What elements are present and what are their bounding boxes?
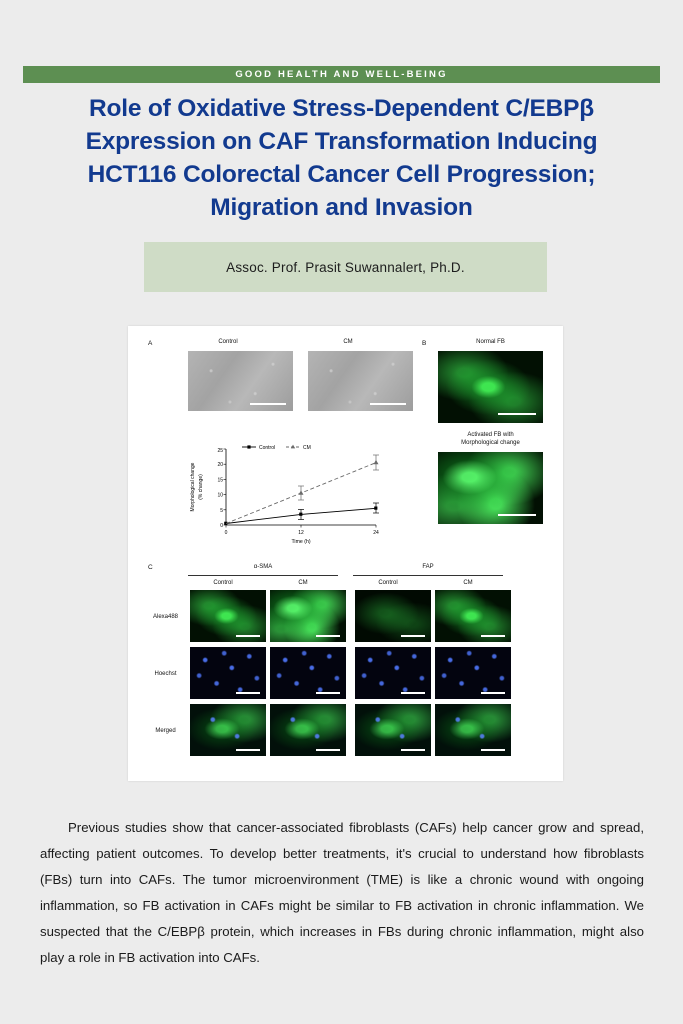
line-chart-svg	[180, 441, 388, 551]
panel-c-col-label-2: CM	[298, 580, 308, 586]
panel-b-image-activated-fb	[438, 452, 543, 524]
panel-c-row-label-hoechst: Hoechst	[154, 671, 177, 677]
scale-bar	[498, 514, 536, 516]
panel-b-bottom-caption-line-2: Morphological change	[461, 440, 520, 446]
scale-bar	[316, 692, 340, 694]
author-name: Assoc. Prof. Prasit Suwannalert, Ph.D.	[226, 259, 465, 275]
panel-a-col1-label: Control	[218, 339, 238, 345]
panel-a-letter: A	[148, 340, 153, 347]
panel-a-image-cm	[308, 351, 413, 411]
panel-c-group-fap: FAP	[422, 564, 434, 570]
panel-c-image-alexa488-fap-control	[355, 590, 431, 642]
panel-c-image-alexa488-asma-control	[190, 590, 266, 642]
scale-bar	[401, 635, 425, 637]
svg-text:25: 25	[217, 448, 223, 454]
scale-bar	[401, 692, 425, 694]
page-title-line-1: Role of Oxidative Stress-Dependent C/EBPβ	[88, 95, 595, 122]
scale-bar	[236, 692, 260, 694]
scale-bar	[316, 749, 340, 751]
panel-c-letter: C	[148, 564, 153, 571]
svg-text:10: 10	[217, 492, 223, 499]
scale-bar	[481, 692, 505, 694]
svg-text:20: 20	[217, 462, 223, 469]
sdg-banner-label: GOOD HEALTH AND WELL-BEING	[235, 69, 448, 80]
page-title-line-2: Expression on CAF Transformation Inducing	[85, 128, 598, 155]
page-title-line-3: HCT116 Colorectal Cancer Cell Progression;	[87, 161, 596, 188]
panel-c-group-asma: α-SMA	[253, 564, 273, 570]
svg-text:Control: Control	[259, 445, 276, 451]
panel-c-col-label-1: Control	[213, 580, 233, 586]
sdg-banner	[23, 66, 660, 83]
scale-bar	[316, 635, 340, 637]
panel-b-top-caption: Normal FB	[476, 339, 505, 345]
svg-text:(% change): (% change)	[198, 474, 204, 500]
panel-b-letter: B	[422, 340, 427, 347]
panel-c-col-label-3: Control	[378, 580, 398, 586]
panel-b-bottom-caption-line-1: Activated FB with	[467, 432, 514, 438]
svg-text:0: 0	[224, 530, 228, 536]
svg-text:0: 0	[220, 523, 223, 529]
scale-bar	[250, 403, 286, 405]
abstract-paragraph: Previous studies show that cancer-associated fibroblasts (CAFs) help cancer grow and spread, affecting patient outcomes. To develop better treatments, it's crucial to understand how fibroblasts (FBs) turn into CAFs. The tumor microenvironment (TME) is like a chronic wound with ongoing inflammation, so FB activation in CAFs might be similar to FB activation in chronic inflammation. We suspected that the C/EBPβ protein, which increases in FBs during chronic inflammation, might also play a role in FB activation into CAFs.	[40, 820, 644, 965]
panel-c-row-label-merged: Merged	[155, 728, 176, 734]
scale-bar	[481, 635, 505, 637]
svg-text:Time (h): Time (h)	[291, 539, 311, 545]
group-divider	[188, 575, 338, 576]
panel-a-image-control	[188, 351, 293, 411]
panel-c-row-label-alexa488: Alexa488	[152, 614, 179, 620]
scale-bar	[236, 749, 260, 751]
svg-text:Morphological change: Morphological change	[190, 462, 196, 512]
panel-c-image-merged-fap-cm	[435, 704, 511, 756]
panel-c-image-hoechst-asma-control	[190, 647, 266, 699]
panel-b-image-normal-fb	[438, 351, 543, 423]
page-title-line-4: Migration and Invasion	[210, 194, 473, 221]
scale-bar	[370, 403, 406, 405]
scale-bar	[498, 413, 536, 415]
figure-panel	[128, 326, 563, 781]
panel-c-image-alexa488-asma-cm	[270, 590, 346, 642]
scale-bar	[481, 749, 505, 751]
line-chart	[180, 441, 388, 551]
panel-c-image-hoechst-fap-cm	[435, 647, 511, 699]
panel-a-col2-label: CM	[343, 339, 353, 345]
group-divider	[353, 575, 503, 576]
chart-legend	[242, 445, 311, 451]
page-title	[40, 92, 643, 224]
author-box	[144, 242, 547, 292]
svg-text:15: 15	[217, 477, 223, 484]
panel-c-image-hoechst-asma-cm	[270, 647, 346, 699]
panel-c-image-merged-asma-control	[190, 704, 266, 756]
scale-bar	[236, 635, 260, 637]
svg-text:12: 12	[298, 530, 304, 536]
panel-c-image-merged-fap-control	[355, 704, 431, 756]
panel-c-image-merged-asma-cm	[270, 704, 346, 756]
svg-text:5: 5	[220, 507, 223, 514]
svg-text:24: 24	[373, 530, 379, 536]
panel-c-image-hoechst-fap-control	[355, 647, 431, 699]
scale-bar	[401, 749, 425, 751]
panel-b-bottom-caption	[438, 431, 543, 447]
svg-text:CM: CM	[303, 445, 311, 451]
panel-c-col-label-4: CM	[463, 580, 473, 586]
panel-c-image-alexa488-fap-cm	[435, 590, 511, 642]
